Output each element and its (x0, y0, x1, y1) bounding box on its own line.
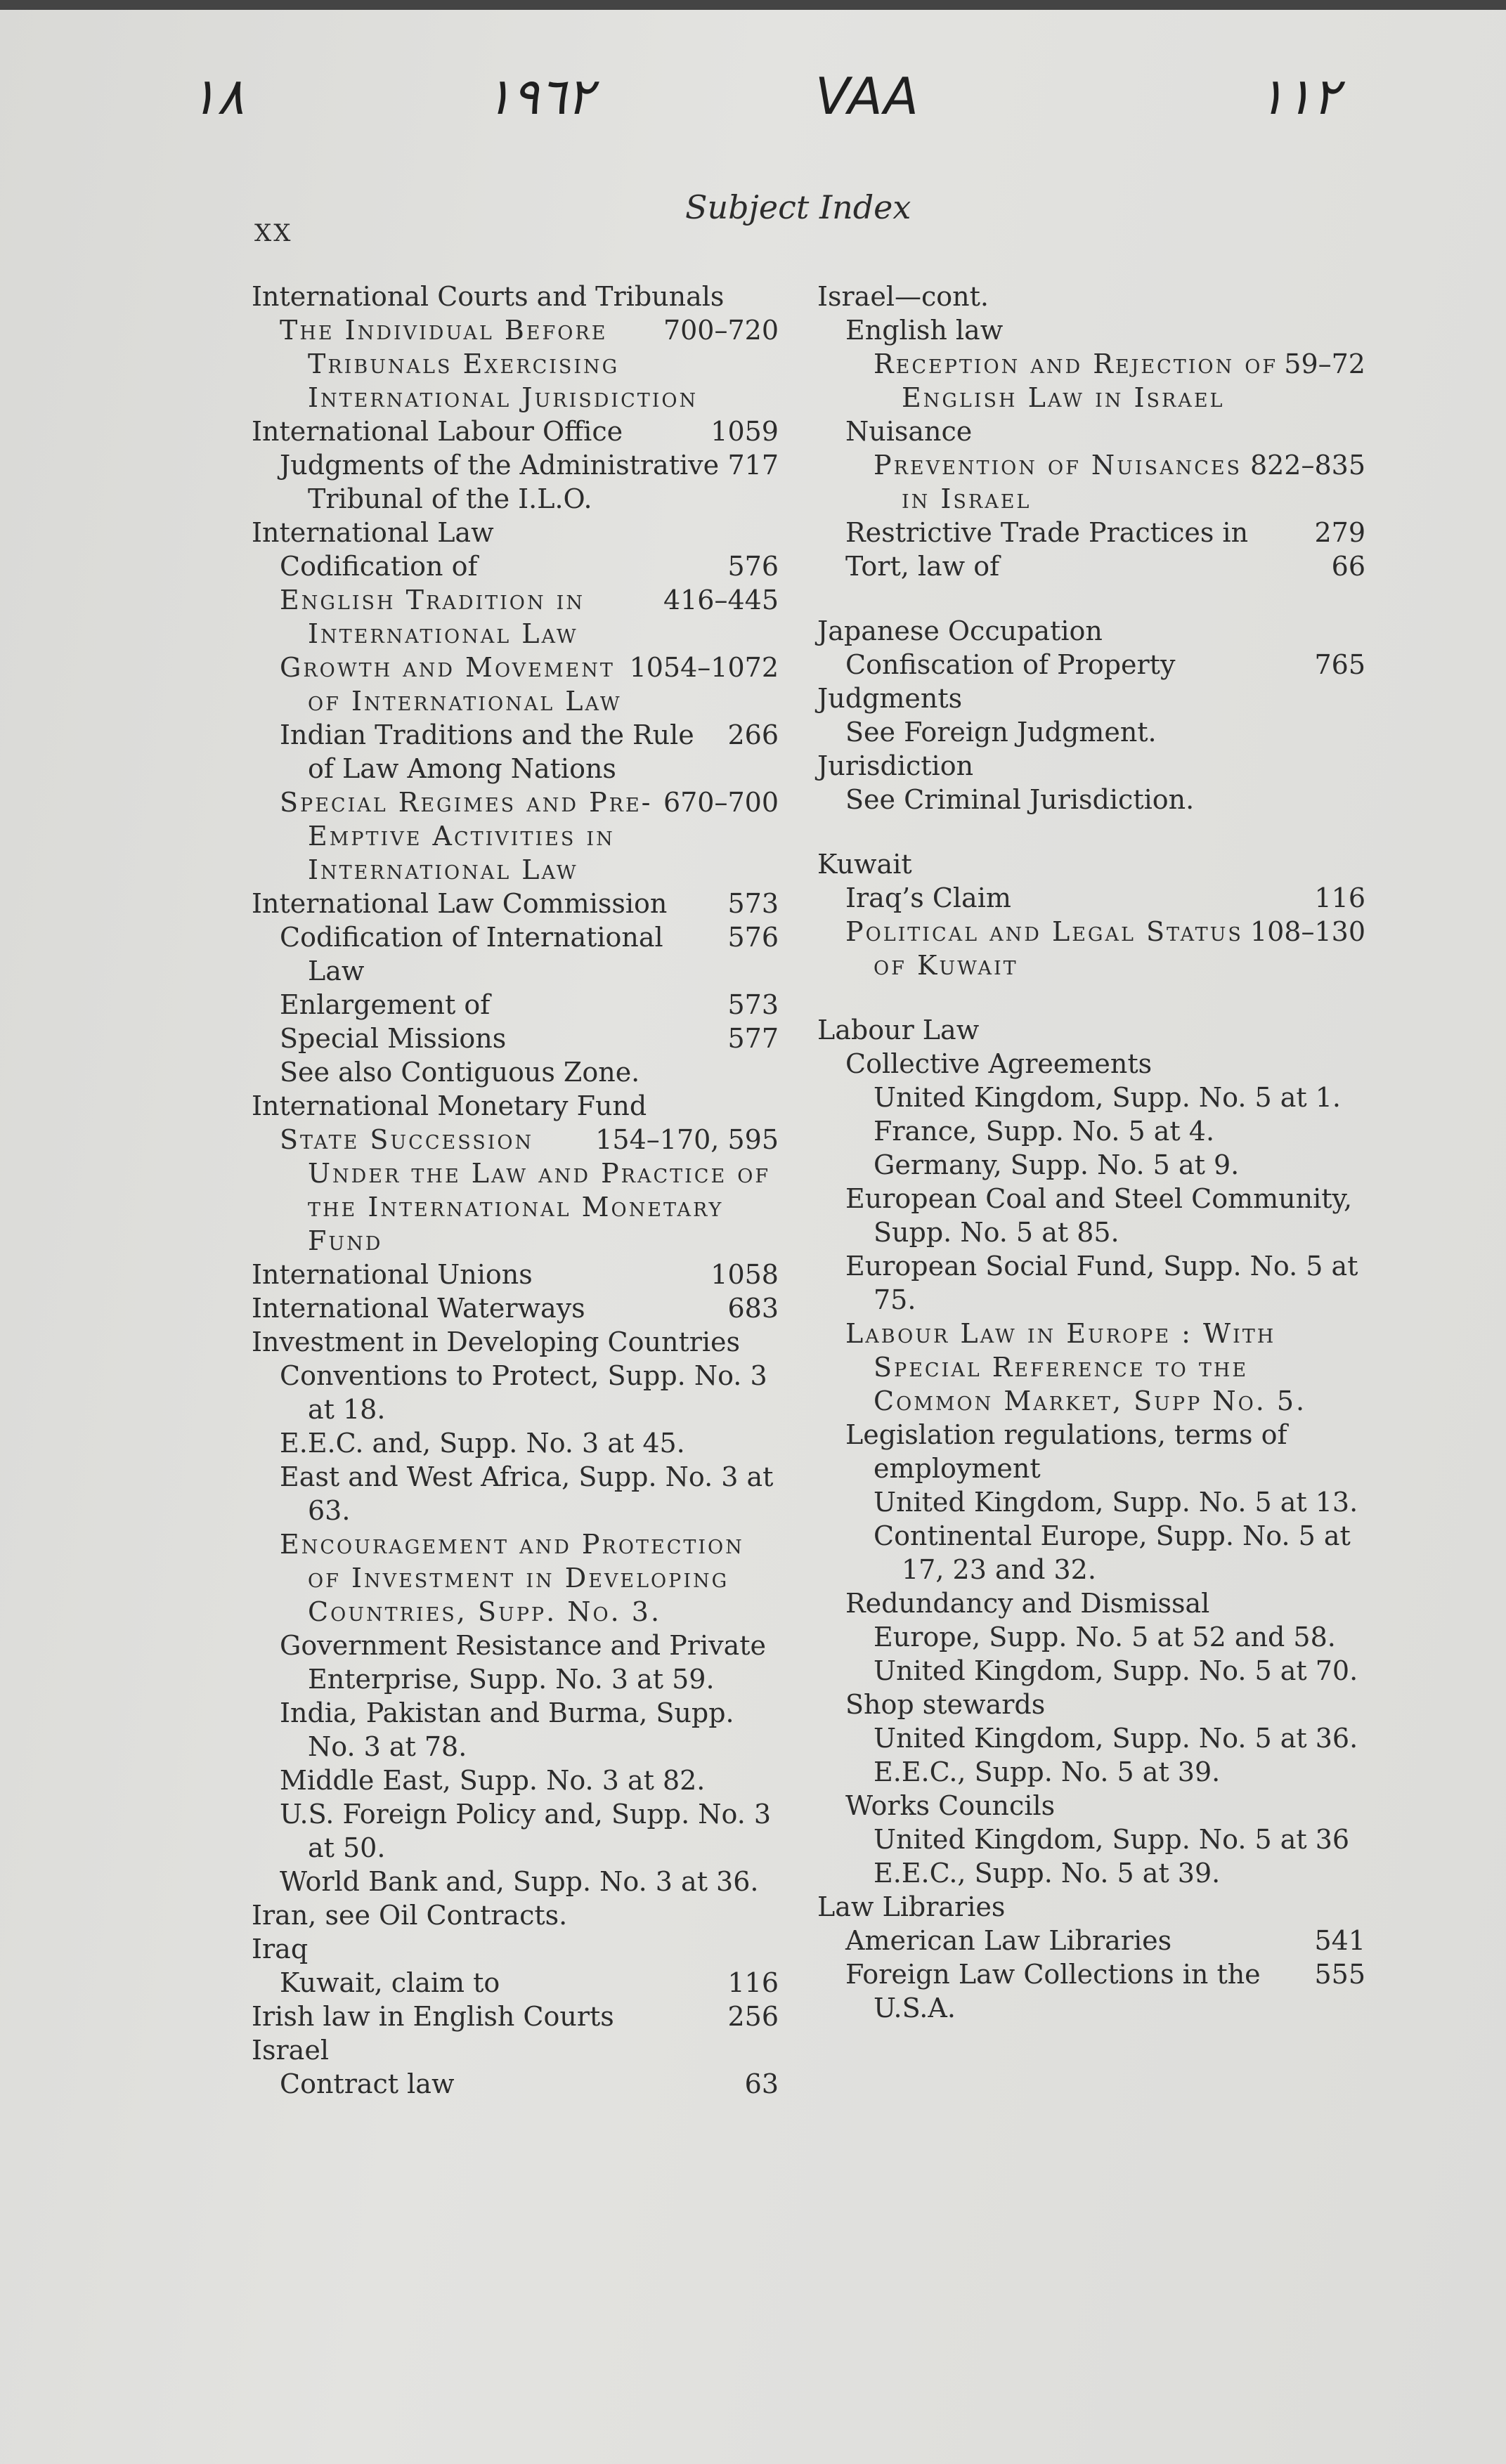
index-entry (252, 1055, 779, 1089)
page-title: Subject Index (685, 188, 911, 226)
index-entry-text: United Kingdom, Supp. No. 5 at 36. (874, 1723, 1358, 1754)
index-entry-pages: 108–130 (1249, 916, 1365, 947)
index-entry (817, 847, 1365, 881)
index-entry-text: Nuisance (845, 416, 973, 447)
index-entry-text: Redundancy and Dismissal (845, 1588, 1210, 1619)
index-entry-pages: 576 (727, 922, 779, 953)
index-entry (817, 648, 1365, 682)
index-entry (252, 920, 779, 988)
index-entry-text: International Unions (252, 1259, 533, 1290)
index-entry (817, 448, 1365, 516)
index-entry-pages: 63 (744, 2068, 779, 2099)
index-entry (252, 1426, 779, 1460)
index-entry-text: American Law Libraries (845, 1925, 1172, 1956)
index-entry-text: Europe, Supp. No. 5 at 52 and 58. (874, 1622, 1336, 1653)
index-entry (817, 1789, 1365, 1823)
index-entry (252, 2000, 779, 2033)
index-entry (817, 516, 1365, 549)
index-entry (252, 718, 779, 786)
index-entry (817, 1721, 1365, 1755)
index-entry-text: English Tradition in International Law (280, 585, 585, 649)
index-entry (817, 1620, 1365, 1654)
index-entry (817, 1047, 1365, 1081)
index-entry-text: Collective Agreements (845, 1048, 1153, 1079)
index-entry-text: Iraq’s Claim (845, 882, 1011, 913)
index-entry-text: Conventions to Protect, Supp. No. 3 at 18. (280, 1360, 767, 1425)
handwritten-note-3: VAA (815, 67, 920, 126)
index-entry-pages: 1054–1072 (629, 652, 779, 683)
index-entry-text: See Criminal Jurisdiction. (845, 784, 1195, 815)
index-entry (252, 651, 779, 718)
index-entry (817, 1114, 1365, 1148)
index-entry-text: Judgments of the Administrative Tribunal of the I.L.O. (280, 450, 720, 514)
index-entry-text: Judgments (817, 683, 963, 714)
index-entry-text: International Labour Office (252, 416, 623, 447)
index-entry (252, 280, 779, 313)
index-entry (817, 1148, 1365, 1182)
index-entry (817, 614, 1365, 648)
index-entry-text: India, Pakistan and Burma, Supp. No. 3 at 78. (280, 1697, 734, 1762)
index-entry-pages: 416–445 (663, 585, 779, 615)
index-entry-pages: 670–700 (663, 787, 779, 818)
index-entry (252, 313, 779, 415)
index-entry (817, 1856, 1365, 1890)
index-entry (252, 583, 779, 651)
index-entry-text: Irish law in English Courts (252, 2001, 614, 2032)
index-entry (817, 682, 1365, 715)
index-entry (817, 783, 1365, 816)
index-entry (817, 881, 1365, 915)
handwritten-note-4: ١١٢ (1258, 67, 1340, 126)
index-entry (817, 415, 1365, 448)
index-entry-text: Labour Law in Europe : With Special Reference to the Common Market, Supp No. 5. (845, 1318, 1307, 1416)
index-entry-pages: 154–170, 595 (595, 1124, 779, 1155)
index-entry-pages: 1059 (710, 416, 779, 447)
handwritten-note-2: ١٩٦٢ (485, 67, 594, 126)
index-entry (252, 1764, 779, 1797)
index-entry-text: U.S. Foreign Policy and, Supp. No. 3 at 50. (280, 1799, 772, 1863)
index-entry-text: United Kingdom, Supp. No. 5 at 70. (874, 1655, 1358, 1686)
index-entry (817, 313, 1365, 347)
page-number: XX (254, 219, 293, 247)
index-entry-text: Investment in Developing Countries (252, 1326, 741, 1357)
index-entry-pages: 116 (1314, 882, 1365, 913)
index-entry (817, 1586, 1365, 1620)
index-entry-text: East and West Africa, Supp. No. 3 at 63. (280, 1461, 774, 1526)
index-entry (252, 2033, 779, 2067)
index-entry (817, 1755, 1365, 1789)
index-entry (252, 887, 779, 920)
index-entry (252, 1022, 779, 1055)
index-entry-text: Political and Legal Status of Kuwait (845, 916, 1243, 981)
index-entry-text: Iraq (252, 1934, 309, 1964)
index-entry-text: Reception and Rejection of English Law in Israel (874, 348, 1278, 413)
index-column-left (252, 280, 779, 2101)
index-entry (817, 1081, 1365, 1114)
index-entry (817, 1924, 1365, 1957)
index-entry (817, 1688, 1365, 1721)
index-entry (817, 1182, 1365, 1249)
index-entry-text: Middle East, Supp. No. 3 at 82. (280, 1765, 706, 1796)
index-entry-text: International Monetary Fund (252, 1090, 647, 1121)
index-entry-text: United Kingdom, Supp. No. 5 at 13. (874, 1487, 1358, 1518)
index-entry (252, 549, 779, 583)
index-entry-text: State Succession Under the Law and Practice of the International Monetary Fund (280, 1124, 771, 1256)
index-entry-text: Kuwait (817, 849, 912, 880)
index-entry-pages: 822–835 (1249, 450, 1365, 481)
index-entry-text: European Social Fund, Supp. No. 5 at 75. (845, 1251, 1358, 1315)
index-entry-text: International Waterways (252, 1293, 585, 1324)
index-entry-text: See Foreign Judgment. (845, 717, 1157, 748)
index-entry-text: Prevention of Nuisances in Israel (874, 450, 1242, 514)
index-entry (817, 915, 1365, 982)
index-entry (252, 1629, 779, 1696)
index-entry (817, 347, 1365, 415)
index-entry-pages: 577 (727, 1023, 779, 1054)
index-entry-text: Government Resistance and Private Enterprise, Supp. No. 3 at 59. (280, 1630, 766, 1695)
index-entry-pages: 279 (1314, 517, 1365, 548)
index-entry-text: Special Missions (280, 1023, 507, 1054)
index-column-right (817, 280, 1365, 2025)
index-entry-text: Tort, law of (845, 551, 1000, 582)
index-entry-text: Shop stewards (845, 1689, 1046, 1720)
index-entry-pages: 717 (727, 450, 779, 481)
index-entry (817, 749, 1365, 783)
index-entry-text: Restrictive Trade Practices in (845, 517, 1249, 548)
index-entry (252, 516, 779, 549)
index-entry (252, 1966, 779, 2000)
index-entry-pages: 573 (727, 989, 779, 1020)
index-entry (817, 715, 1365, 749)
index-entry (252, 1527, 779, 1629)
index-entry-pages: 256 (727, 2001, 779, 2032)
index-entry (252, 1123, 779, 1258)
index-entry-text: France, Supp. No. 5 at 4. (874, 1116, 1215, 1147)
index-entry (817, 1519, 1365, 1586)
index-entry (252, 1089, 779, 1123)
index-entry (252, 988, 779, 1022)
index-entry-text: United Kingdom, Supp. No. 5 at 36 (874, 1824, 1350, 1855)
index-entry-pages: 576 (727, 551, 779, 582)
index-entry (817, 1013, 1365, 1047)
index-entry-text: Growth and Movement of International Law (280, 652, 622, 717)
index-entry (252, 1258, 779, 1291)
index-entry-text: E.E.C. and, Supp. No. 3 at 45. (280, 1428, 685, 1459)
index-entry (817, 1957, 1365, 2025)
index-entry-pages: 541 (1314, 1925, 1365, 1956)
index-entry-text: Labour Law (817, 1015, 980, 1045)
index-entry-text: The Individual Before Tribunals Exercising International Jurisdiction (280, 315, 699, 413)
index-entry-pages: 700–720 (663, 315, 779, 346)
index-entry-text: International Law Commission (252, 888, 668, 919)
index-entry-pages: 573 (727, 888, 779, 919)
index-entry-text: Indian Traditions and the Rule of Law Among Nations (280, 719, 694, 784)
index-entry-pages: 683 (727, 1293, 779, 1324)
index-entry-pages: 1058 (710, 1259, 779, 1290)
index-entry-text: English law (845, 315, 1004, 346)
handwritten-note-1: ١٨ (190, 67, 245, 126)
index-entry-text: Codification of International Law (280, 922, 663, 986)
index-entry (252, 1359, 779, 1426)
index-entry-text: Israel (252, 2035, 329, 2066)
index-entry-text: Contract law (280, 2068, 455, 2099)
scan-border (0, 0, 1506, 10)
index-entry (817, 280, 1365, 313)
index-entry (252, 2067, 779, 2101)
index-entry (817, 1654, 1365, 1688)
index-entry (817, 1317, 1365, 1418)
index-entry (252, 786, 779, 887)
index-entry (252, 448, 779, 516)
index-entry (252, 1932, 779, 1966)
index-entry-text: Israel—cont. (817, 281, 989, 312)
index-entry-pages: 116 (727, 1967, 779, 1998)
index-entry-text: Legislation regulations, terms of employment (845, 1419, 1287, 1484)
index-entry-text: World Bank and, Supp. No. 3 at 36. (280, 1866, 759, 1897)
index-entry (817, 1485, 1365, 1519)
index-entry (252, 1898, 779, 1932)
index-entry (252, 1696, 779, 1764)
index-entry-text: Confiscation of Property (845, 649, 1176, 680)
index-entry-text: Codification of (280, 551, 478, 582)
index-entry-text: Law Libraries (817, 1891, 1006, 1922)
index-entry-text: European Coal and Steel Community, Supp. No. 5 at 85. (845, 1183, 1353, 1248)
index-entry (252, 415, 779, 448)
index-entry-text: United Kingdom, Supp. No. 5 at 1. (874, 1082, 1341, 1113)
index-entry-pages: 555 (1314, 1959, 1365, 1990)
index-entry-text: Enlargement of (280, 989, 491, 1020)
index-entry-text: Works Councils (845, 1790, 1056, 1821)
index-entry-text: E.E.C., Supp. No. 5 at 39. (874, 1756, 1221, 1787)
index-entry-pages: 266 (727, 719, 779, 750)
index-entry-text: Kuwait, claim to (280, 1967, 500, 1998)
index-entry-text: International Courts and Tribunals (252, 281, 725, 312)
index-entry-pages: 66 (1331, 551, 1365, 582)
index-entry-text: Encouragement and Protection of Investment in Developing Countries, Supp. No. 3. (280, 1529, 744, 1627)
index-entry (252, 1460, 779, 1527)
index-entry (817, 1418, 1365, 1485)
index-entry-text: Jurisdiction (817, 750, 974, 781)
index-entry-text: Iran, see Oil Contracts. (252, 1900, 568, 1931)
index-entry-pages: 59–72 (1284, 348, 1365, 379)
index-entry-text: Foreign Law Collections in the U.S.A. (845, 1959, 1261, 2023)
index-entry (817, 549, 1365, 583)
index-entry (817, 1823, 1365, 1856)
index-entry (817, 1249, 1365, 1317)
index-entry-text: Germany, Supp. No. 5 at 9. (874, 1149, 1240, 1180)
index-entry-text: Japanese Occupation (817, 615, 1103, 646)
index-entry (252, 1291, 779, 1325)
index-entry-text: Continental Europe, Supp. No. 5 at 17, 23 and 32. (874, 1520, 1351, 1585)
index-entry-pages: 765 (1314, 649, 1365, 680)
index-entry (252, 1325, 779, 1359)
index-entry-text: Special Regimes and Pre-Emptive Activities in International Law (280, 787, 653, 885)
index-entry-text: See also Contiguous Zone. (280, 1057, 640, 1088)
index-entry-text: International Law (252, 517, 494, 548)
index-entry (252, 1865, 779, 1898)
index-entry (252, 1797, 779, 1865)
index-entry-text: E.E.C., Supp. No. 5 at 39. (874, 1858, 1221, 1889)
index-entry (817, 1890, 1365, 1924)
